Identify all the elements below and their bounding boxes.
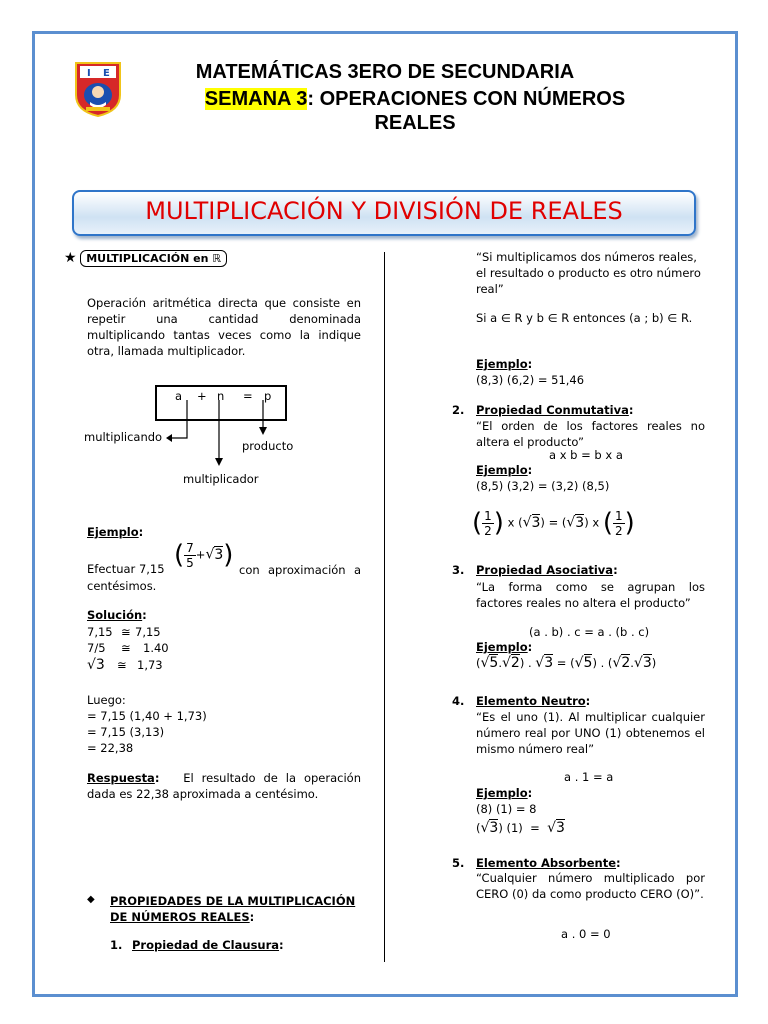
prop2-ejemplo-heading: Ejemplo: [476,463,533,477]
diagram-multiplicando: multiplicando [84,430,163,444]
section-heading-label [80,250,227,267]
prop5-heading: 5. Elemento Absorbente: [452,856,621,870]
clausura-ejemplo-heading: Ejemplo: [476,357,533,371]
fraction-7-5: $\frac{7}{5}$ [186,540,194,570]
clausura-text: “Si multiplicamos dos números reales, el resultado o producto es otro número real” [476,250,701,296]
header-line3: REALES [374,112,456,134]
prop4-text: “Es el uno (1). Al multiplicar cualquier número real por UNO (1) obtenemos el mismo número real” [476,710,705,756]
prop2-fraction-example: ( $\frac{1}{2}$ ) x (√3) = (√3) x ( $\frac{1}{2}$ ) [472,508,635,538]
respuesta-paragraph: Respuesta: El resultado de la operación dada es 22,38 aproximada a centésimo. [87,771,362,801]
diagram-a: a [175,389,183,403]
prop2-text: “El orden de los factores reales no altera el producto” [476,419,705,449]
prop3-text: “La forma como se agrupan los factores reales no altera el producto” [476,580,705,610]
prop1-heading: 1. Propiedad de Clausura: [110,938,284,952]
efectuar-suffix: con aproximación a centésimos. [87,563,361,593]
prop3-heading: 3. Propiedad Asociativa: [452,563,618,577]
week-highlight: SEMANA 3 [204,88,308,110]
solucion-label: Solución [87,608,143,622]
intro-paragraph: Operación aritmética directa que consiste en repetir una cantidad denominada multiplicando tantas veces como la indique otra, llamada multiplicador. [87,296,361,358]
section-banner [72,190,696,236]
diagram-p: p [264,389,272,403]
ejemplo-heading [87,525,143,539]
sol-line-1: 7,15 ≅ 7,15 [87,625,161,639]
prop3-formula: (a . b) . c = a . (b . c) [529,625,650,639]
ejemplo-label: Ejemplo [87,525,139,539]
solucion-colon: : [142,608,147,622]
school-shield-logo [74,61,122,117]
prop5-text: “Cualquier número multiplicado por CERO (0) da como producto CERO (O)”. [476,871,705,901]
diagram-multiplicador: multiplicador [183,472,259,486]
header-line2-rest: : OPERACIONES CON NÚMEROS [307,88,626,110]
banner-title: MULTIPLICACIÓN Y DIVISIÓN DE REALES [145,197,623,225]
diagram-arrows [160,400,280,470]
prop2-formula: a x b = b x a [549,448,623,462]
prop4-title: Elemento Neutro [476,694,586,708]
sol-line-3: √3 ≅ 1,73 [87,657,163,673]
prop5-title: Elemento Absorbente [476,856,617,870]
prop1-title: Propiedad de Clausura [132,938,280,952]
diagram-eq: = [243,389,253,403]
prop4-ejemplo-1: (8) (1) = 8 [476,802,537,816]
clausura-example: Si a ∈ R y b ∈ R entonces (a ; b) ∈ R. [476,311,693,325]
respuesta-text: El resultado de la operación dada es 22,38 aproximada a centésimo. [87,771,362,801]
prop4-ejemplo-heading: Ejemplo: [476,786,533,800]
luego-label: Luego: [87,693,126,707]
svg-text:I: I [87,68,91,79]
respuesta-label: Respuesta [87,771,155,785]
diamond-bullet-icon: ◆ [87,894,95,905]
sqrt-symbol: √3 [205,546,224,563]
header-line1: MATEMÁTICAS 3ERO DE SECUNDARIA [195,61,575,83]
efectuar-expression: ( $\frac{7}{5}$ +√3) [174,540,234,570]
diagram-producto: producto [242,439,294,453]
solucion-heading [87,608,147,622]
luego-line-2: = 7,15 (3,13) [87,725,165,739]
prop3-title: Propiedad Asociativa [476,563,614,577]
header-line2 [150,87,680,111]
prop2-heading: 2. Propiedad Conmutativa: [452,403,634,417]
luego-line-3: = 22,38 [87,741,134,755]
star-icon: ★ [64,250,77,266]
efectuar-prefix: Efectuar 7,15 [87,562,165,576]
prop4-heading: 4. Elemento Neutro: [452,694,591,708]
properties-title: PROPIEDADES DE LA MULTIPLICACIÓN DE NÚMEROS REALES: [110,894,356,924]
diagram-plus: + [197,389,207,403]
section-heading-text: MULTIPLICACIÓN en [86,252,209,265]
svg-text:E: E [103,68,110,79]
prop3-ejemplo: (√5.√2) . √3 = (√5) . (√2.√3) [476,655,657,671]
ejemplo-colon: : [138,525,144,539]
real-set-symbol: ℝ [212,252,222,265]
properties-title-text: PROPIEDADES DE LA MULTIPLICACIÓN DE NÚMEROS REALES [110,894,356,924]
prop3-ejemplo-heading: Ejemplo: [476,640,533,654]
prop2-title: Propiedad Conmutativa [476,403,629,417]
sol-line-2: 7/5 ≅ 1.40 [87,641,169,655]
column-divider [384,252,385,962]
prop4-formula: a . 1 = a [564,770,614,784]
diagram-n: n [217,389,225,403]
plus-sign: + [195,547,206,562]
luego-line-1: = 7,15 (1,40 + 1,73) [87,709,207,723]
prop2-ejemplo: (8,5) (3,2) = (3,2) (8,5) [476,479,610,493]
clausura-ejemplo: (8,3) (6,2) = 51,46 [476,373,585,387]
section-heading [64,250,227,266]
prop5-formula: a . 0 = 0 [561,927,611,941]
prop4-ejemplo-2: (√3) (1) = √3 [476,820,565,836]
